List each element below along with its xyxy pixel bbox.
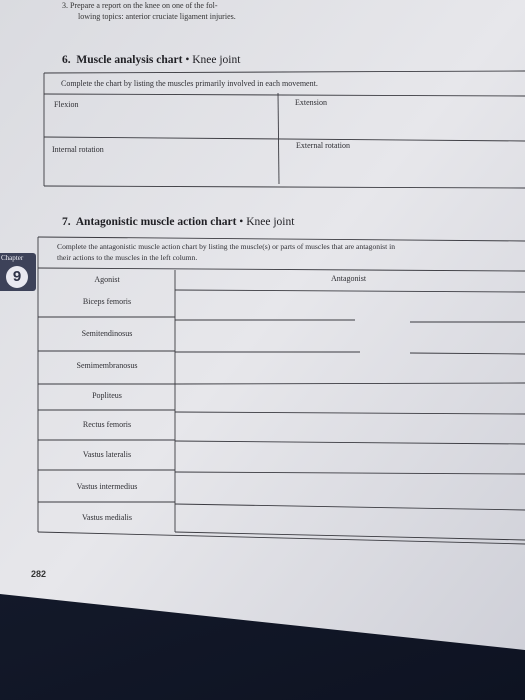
agonist-row: Semimembranosus <box>76 361 138 370</box>
agonist-row: Vastus lateralis <box>82 450 132 459</box>
question-3-line1: 3. Prepare a report on the knee on one of the fol- <box>62 1 218 10</box>
chapter-tab-label: Chapter <box>1 254 24 262</box>
agonist-row: Vastus intermedius <box>76 482 138 491</box>
column-header-agonist: Agonist <box>94 275 120 284</box>
cell-external-rotation: External rotation <box>296 141 350 150</box>
agonist-row: Semitendinosus <box>81 329 133 338</box>
section-7-instruction-line2: their actions to the muscles in the left column. <box>57 253 198 262</box>
section-6-subtitle: Knee joint <box>192 54 241 66</box>
bullet-separator: • <box>239 216 244 228</box>
cell-internal-rotation: Internal rotation <box>52 145 104 154</box>
section-6-title: Muscle analysis chart <box>76 54 183 66</box>
section-6-heading <box>62 55 240 67</box>
agonist-row: Popliteus <box>92 391 122 400</box>
section-7-subtitle: Knee joint <box>246 216 295 228</box>
agonist-row: Biceps femoris <box>82 297 132 306</box>
section-7-heading <box>62 217 294 229</box>
agonist-row: Vastus medialis <box>82 513 132 522</box>
bullet-separator: • <box>185 54 190 66</box>
section-7-title: Antagonistic muscle action chart <box>75 216 237 228</box>
agonist-row: Rectus femoris <box>82 420 132 429</box>
page-number: 282 <box>31 569 47 579</box>
section-7-number: 7. <box>62 216 71 228</box>
question-3-line2: lowing topics: anterior cruciate ligament injuries. <box>78 12 236 21</box>
section-7-instruction-line1: Complete the antagonistic muscle action chart by listing the muscle(s) or parts of muscles that are antagonist in <box>57 242 396 251</box>
section-6-number: 6. <box>62 54 71 66</box>
column-header-antagonist: Antagonist <box>331 274 367 283</box>
chapter-number-badge: 9 <box>6 266 28 288</box>
cell-extension: Extension <box>295 98 327 107</box>
section-6-instruction: Complete the chart by listing the muscles primarily involved in each movement. <box>61 79 318 88</box>
cell-flexion: Flexion <box>54 100 79 109</box>
